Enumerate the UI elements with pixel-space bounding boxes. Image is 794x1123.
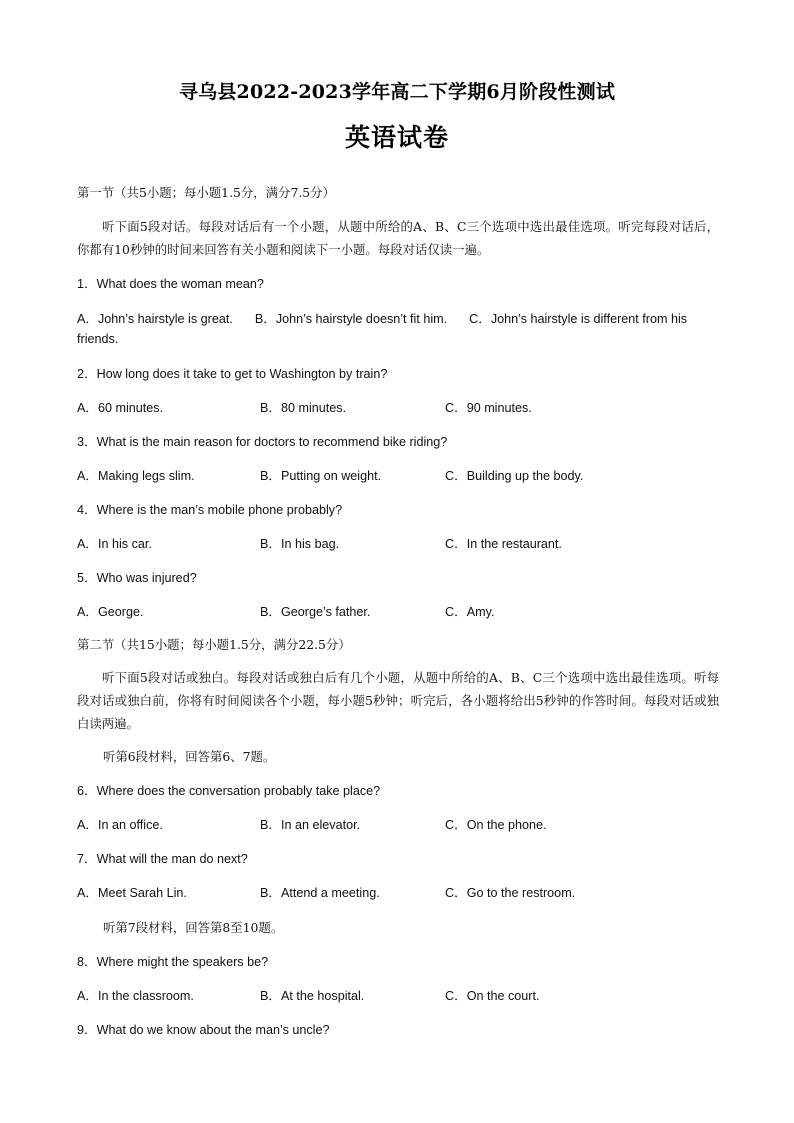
option-a: A．John’s hairstyle is great. <box>77 312 233 326</box>
option-b: B．In an elevator. <box>260 818 361 832</box>
question-6: 6．Where does the conversation probably take place? <box>77 784 381 798</box>
material-7-note: 听第7段材料，回答第8至10题。 <box>103 920 284 935</box>
question-3: 3．What is the main reason for doctors to recommend bike riding? <box>77 435 448 449</box>
option-a: A．In his car. <box>77 537 152 551</box>
option-c: C．On the court. <box>445 989 540 1003</box>
option-b: B．In his bag. <box>260 537 340 551</box>
exam-title: 寻乌县2022-2023学年高二下学期6月阶段性测试 <box>178 81 616 103</box>
option-b: B．George’s father. <box>260 605 371 619</box>
option-a: A．60 minutes. <box>77 401 164 415</box>
option-c: C．In the restaurant. <box>445 537 562 551</box>
option-b: B．John’s hairstyle doesn’t fit him. <box>254 312 448 326</box>
question-8: 8．Where might the speakers be? <box>77 955 269 969</box>
option-a: A．George. <box>77 605 144 619</box>
section-1-heading: 第一节（共5小题；每小题1.5分，满分7.5分） <box>77 185 335 200</box>
option-b: B．Attend a meeting. <box>260 886 380 900</box>
question-5: 5．Who was injured? <box>77 571 197 585</box>
option-c: C．Amy. <box>445 605 495 619</box>
section-1-instructions: 听下面5段对话。每段对话后有一个小题，从题中所给的A、B、C三个选项中选出最佳选项。听完每段对话后，你都有10秒钟的时间来回答有关小题和阅读下一小题。每段对话仅读一遍。 <box>77 219 719 257</box>
question-4: 4．Where is the man’s mobile phone probably? <box>77 503 343 517</box>
option-c: C．90 minutes. <box>445 401 532 415</box>
exam-subject: 英语试卷 <box>344 123 449 152</box>
option-a: A．In an office. <box>77 818 163 832</box>
option-c: C．John’s hairstyle is different from his friends. <box>77 312 688 346</box>
option-a: A．Making legs slim. <box>77 469 195 483</box>
question-1-options <box>77 309 717 349</box>
option-b: B．80 minutes. <box>260 401 347 415</box>
option-b: B．Putting on weight. <box>260 469 382 483</box>
option-a: A．Meet Sarah Lin. <box>77 886 187 900</box>
material-6-note: 听第6段材料，回答第6、7题。 <box>103 749 276 764</box>
option-c: C．Building up the body. <box>445 469 584 483</box>
question-1: 1．What does the woman mean? <box>77 277 264 291</box>
option-c: C．On the phone. <box>445 818 547 832</box>
option-a: A．In the classroom. <box>77 989 194 1003</box>
section-2-instructions: 听下面5段对话或独白。每段对话或独白后有几个小题，从题中所给的A、B、C三个选项中选出最佳选项。听每段对话或独白前，你将有时间阅读各个小题，每小题5秒钟；听完后，各小题将给出5秒钟的作答时间。每段对话或独白读两遍。 <box>77 670 719 731</box>
option-c: C．Go to the restroom. <box>445 886 576 900</box>
section-2-heading: 第二节（共15小题；每小题1.5分，满分22.5分） <box>77 637 351 652</box>
question-2: 2．How long does it take to get to Washington by train? <box>77 367 388 381</box>
question-9: 9．What do we know about the man’s uncle? <box>77 1023 330 1037</box>
question-7: 7．What will the man do next? <box>77 852 248 866</box>
option-b: B．At the hospital. <box>260 989 365 1003</box>
